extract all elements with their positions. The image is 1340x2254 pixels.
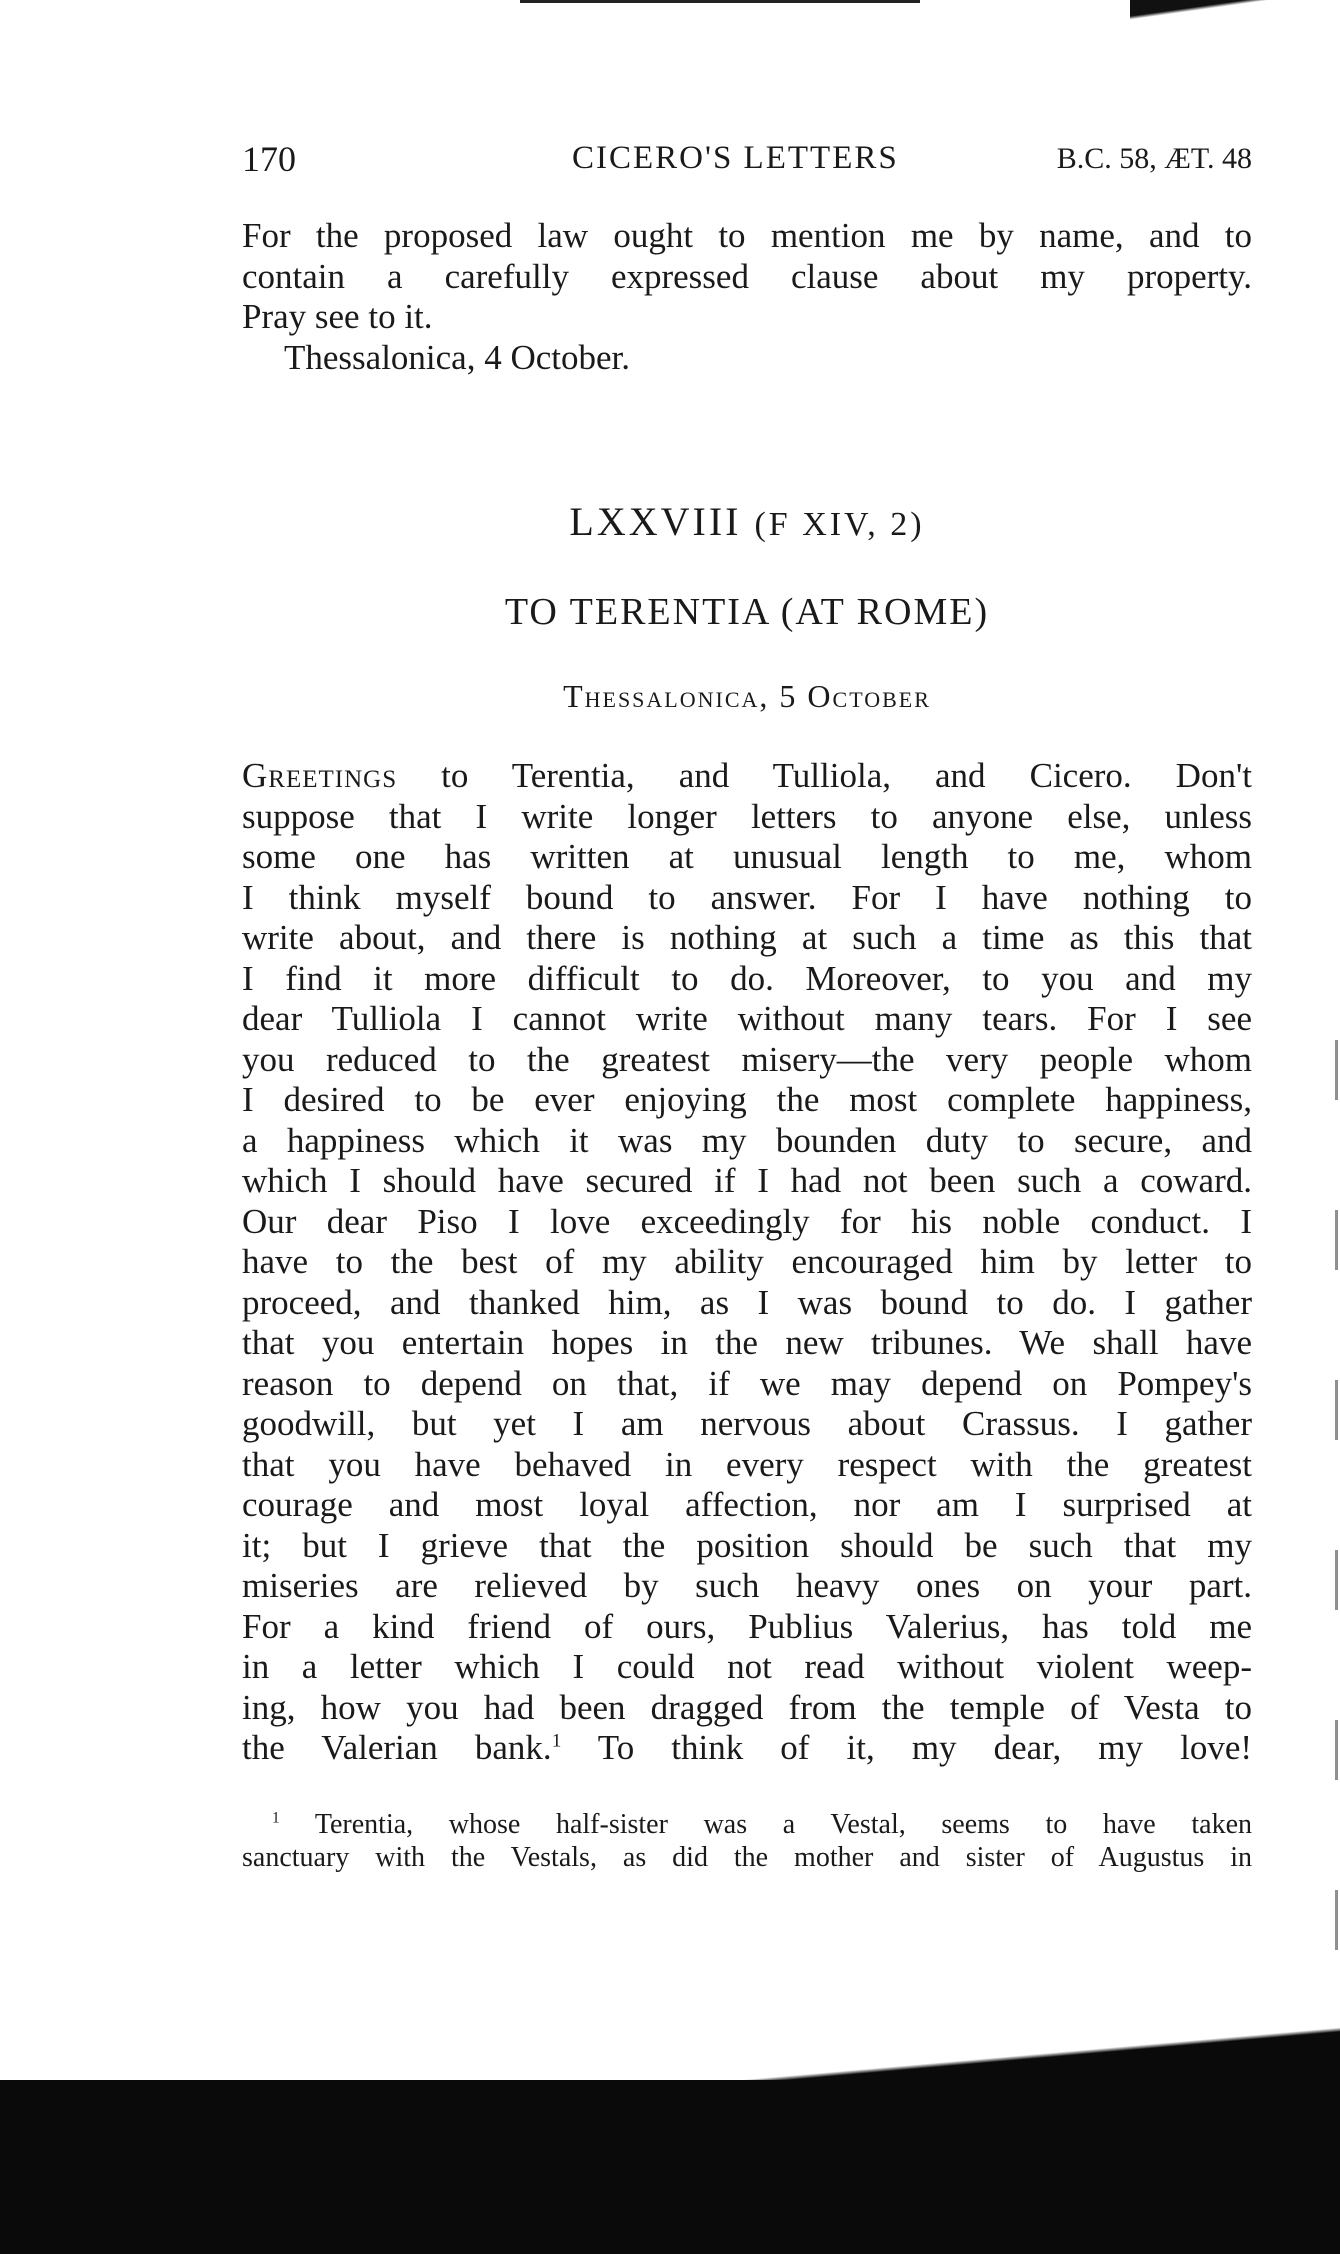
text-line: which I should have secured if I had not been such a coward. [242,1161,1252,1200]
text-line: have to the best of my ability encouraged him by letter to [242,1242,1252,1281]
footnote-line: sanctuary with the Vestals, as did the mother and sister of Augustus in [242,1842,1252,1873]
date-reference: B.C. 58, ÆT. 48 [1056,142,1252,175]
text-line: I desired to be ever enjoying the most complete happiness, [242,1080,1252,1119]
text-line: suppose that I write longer letters to anyone else, unless [242,796,1252,836]
text-line: proceed, and thanked him, as I was bound to do. I gather [242,1282,1252,1322]
text-line: a happiness which it was my bounden duty to secure, and [242,1120,1252,1160]
text-line: Our dear Piso I love exceedingly for his noble conduct. I [242,1201,1252,1241]
text-line: some one has written at unusual length to me, whom [242,837,1252,876]
letter-title: TO TERENTIA (AT ROME) [504,591,990,633]
scan-shadow-bottom [0,2080,1340,2254]
letter-number: LXXVIII [569,499,742,544]
footnote [242,1808,1252,1874]
page-number: 170 [242,139,296,179]
footnote-number: 1 [272,1809,280,1827]
text-line: that you have behaved in every respect with the greatest [242,1444,1252,1484]
text-line: write about, and there is nothing at such a time as this that [242,918,1252,957]
scan-shadow-top-right [1130,0,1340,60]
running-title: CICERO'S LETTERS [572,140,899,176]
text-line: that you entertain hopes in the new tribunes. We shall have [242,1323,1252,1362]
text-line: it; but I grieve that the position should be such that my [242,1525,1252,1565]
scan-shadow-right-edge [1335,1040,1338,2020]
text-line: miseries are relieved by such heavy ones on your part. [242,1566,1252,1605]
previous-letter-ending [242,216,1252,378]
footnote-line: $^1$ Terentia, whose half-sister was a Vestal, seems to have taken [272,1809,1252,1840]
text-line: you reduced to the greatest misery—the very people whom [242,1039,1252,1079]
running-head [242,138,1252,188]
text-line: dear Tulliola I cannot write without many tears. For I see [242,999,1252,1038]
letter-body [242,756,1252,1769]
text-line: For the proposed law ought to mention me by name, and to [242,216,1252,255]
text-line: the Valerian bank.$^1$ To think of it, my dear, my love! [242,1728,1253,1767]
footnote-marker: 1 [551,1730,562,1752]
text-line: Pray see to it. [242,297,433,336]
letter-number-heading [242,498,1252,545]
text-line: I think myself bound to answer. For I have nothing to [242,877,1252,917]
text-line: ing, how you had been dragged from the temple of Vesta to [242,1687,1252,1727]
text-line: Greetings to Terentia, and Tulliola, and Cicero. Don't [242,756,1252,795]
text-line: reason to depend on that, if we may depend on Pompey's [242,1363,1252,1403]
letter-reference: (F XIV, 2) [754,506,925,543]
letter-place-date: Thessalonica, 5 October [563,678,931,714]
signoff: Thessalonica, 4 October. [284,337,631,377]
opening-word: Greetings [242,756,398,795]
text-line: goodwill, but yet I am nervous about Crassus. I gather [242,1404,1252,1443]
text-line: I find it more difficult to do. Moreover, to you and my [242,958,1252,998]
text-line: in a letter which I could not read without violent weep- [242,1647,1252,1686]
text-line: courage and most loyal affection, nor am I surprised at [242,1485,1252,1524]
text-line: contain a carefully expressed clause about my property. [242,256,1252,296]
scan-top-rule [520,0,920,3]
text-line: For a kind friend of ours, Publius Valerius, has told me [242,1606,1252,1646]
